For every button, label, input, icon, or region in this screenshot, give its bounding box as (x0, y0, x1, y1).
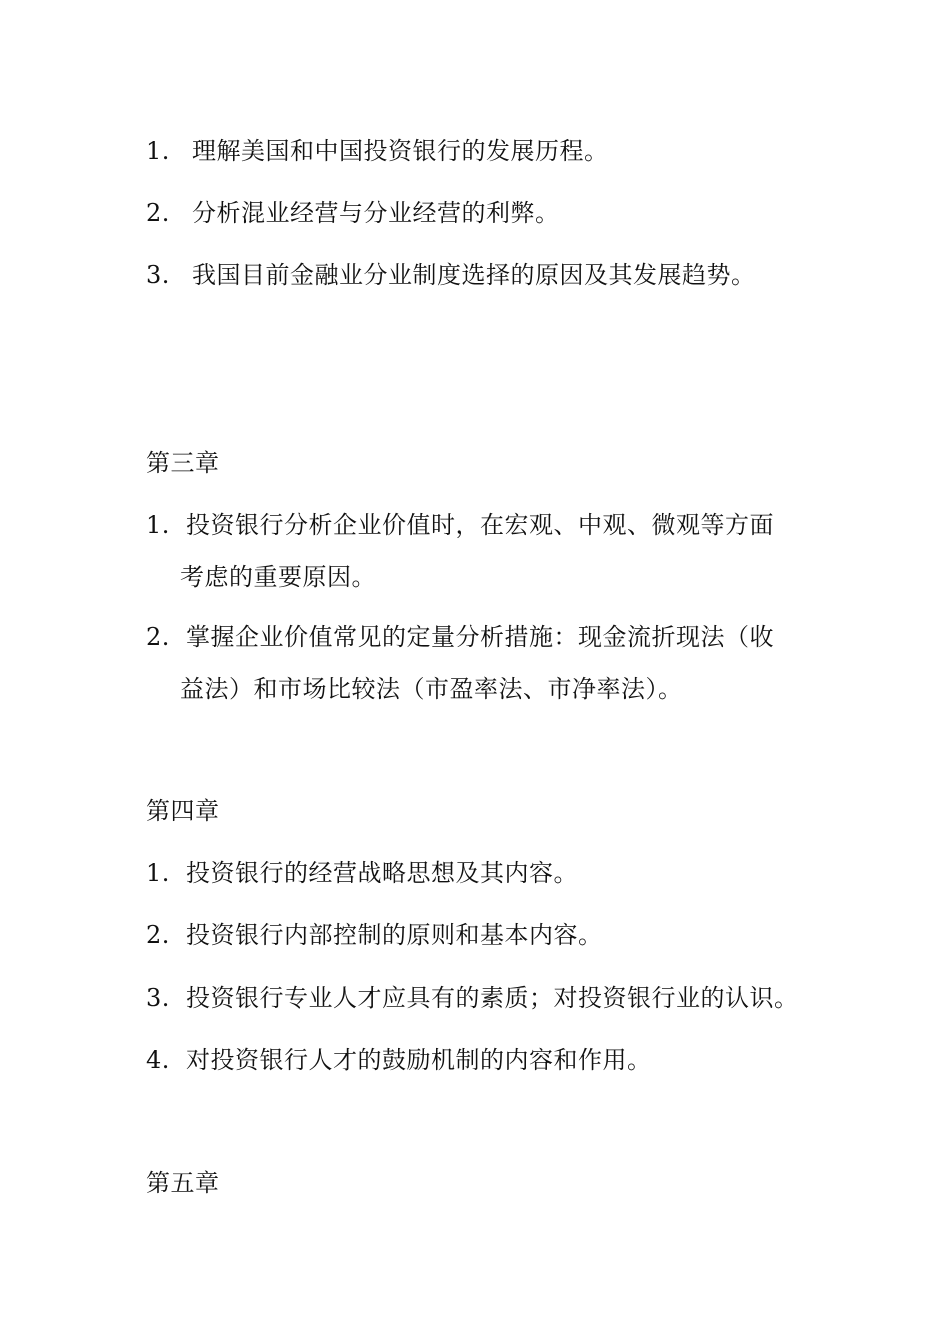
list-item (146, 858, 578, 888)
item-number: 4. (146, 1046, 170, 1074)
chapter-heading: 第四章 (146, 797, 220, 825)
item-text: 分析混业经营与分业经营的利弊。 (192, 199, 560, 227)
item-text: 投资银行专业人才应具有的素质；对投资银行业的认识。 (186, 984, 799, 1012)
list-item (146, 136, 609, 166)
item-text: 理解美国和中国投资银行的发展历程。 (192, 137, 609, 165)
item-number: 3. (146, 261, 170, 289)
item-text: 对投资银行人才的鼓励机制的内容和作用。 (186, 1046, 652, 1074)
chapter-heading: 第五章 (146, 1169, 220, 1197)
list-item (146, 622, 774, 652)
item-number: 1. (146, 859, 170, 887)
item-text: 投资银行分析企业价值时，在宏观、中观、微观等方面 (186, 511, 775, 539)
item-text: 掌握企业价值常见的定量分析措施：现金流折现法（收 (186, 623, 775, 651)
item-text: 投资银行内部控制的原则和基本内容。 (186, 921, 603, 949)
list-item (146, 260, 756, 290)
item-text-continuation: 考虑的重要原因。 (180, 563, 376, 591)
item-text-continuation: 益法）和市场比较法（市盈率法、市净率法）。 (180, 675, 683, 703)
item-number: 2. (146, 199, 170, 227)
list-item (146, 198, 560, 228)
item-number: 2. (146, 921, 170, 949)
list-item (146, 983, 799, 1013)
item-text: 我国目前金融业分业制度选择的原因及其发展趋势。 (192, 261, 756, 289)
item-number: 2. (146, 623, 170, 651)
list-item (146, 920, 603, 950)
item-number: 1. (146, 137, 170, 165)
item-text: 投资银行的经营战略思想及其内容。 (186, 859, 579, 887)
list-item (146, 510, 774, 540)
list-item (146, 1045, 652, 1075)
chapter-heading: 第三章 (146, 449, 220, 477)
item-number: 3. (146, 984, 170, 1012)
item-number: 1. (146, 511, 170, 539)
